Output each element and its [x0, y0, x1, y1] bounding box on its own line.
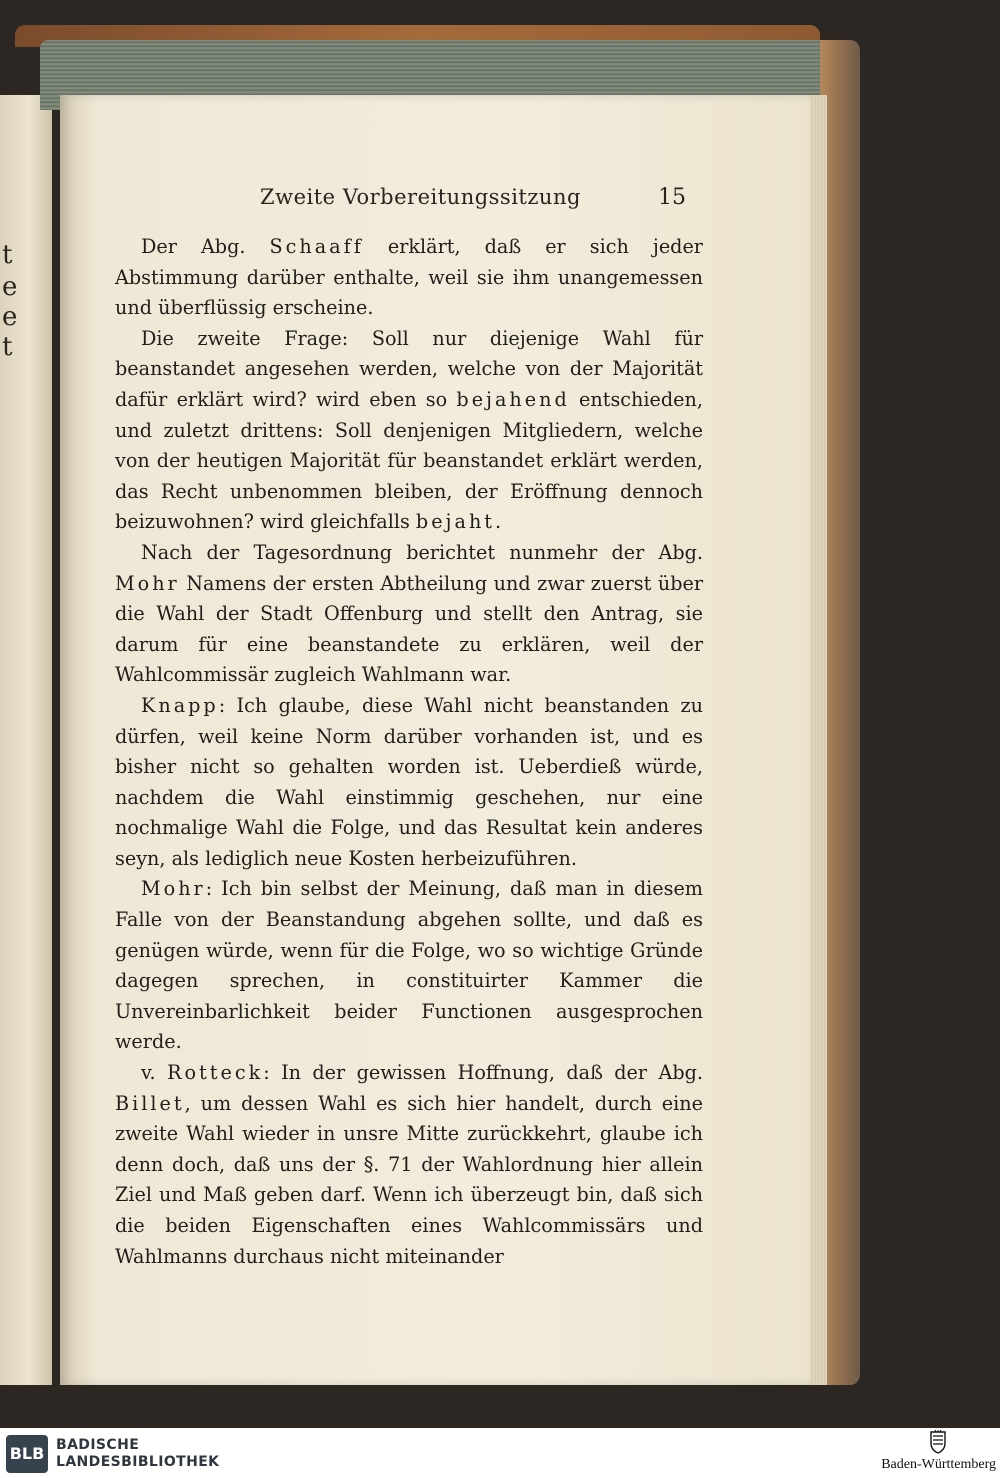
paragraph — [115, 691, 703, 875]
state-name: Baden-Württemberg — [881, 1457, 996, 1472]
paragraph-text: Die zweite Frage: Soll nur diejenige Wahl für beanstandet angesehen werden, welche von der Majorität dafür erklärt wird? wird eben so — [115, 326, 703, 411]
library-name-line1: BADISCHE — [56, 1437, 140, 1453]
paragraph — [115, 324, 703, 538]
footer-bar — [0, 1428, 1000, 1478]
previous-page-fragment: e — [2, 302, 18, 332]
previous-page-fragment: e — [2, 272, 18, 302]
paragraph-text: Nach der Tagesordnung berichtet nunmehr der Abg. — [141, 540, 703, 564]
previous-page-fragment: t — [2, 332, 13, 362]
paragraph-text: Namens der ersten Abtheilung und zwar zuerst über die Wahl der Stadt Offenburg und stellt den Antrag, sie darum für eine beanstandete zu erklären, weil der Wahlcommissär zugleich Wahlmann war. — [115, 571, 703, 687]
paragraph-text: , um dessen Wahl es sich hier handelt, durch eine zweite Wahl wieder in unsre Mitte zurückkehrt, glaube ich denn doch, daß uns der §. 71 der Wahlordnung hier allein Ziel und Maß geben darf. Wenn ich überzeugt bin, daß sich die beiden Eigenschaften eines Wahlcommissärs und Wahlmanns durchaus nicht miteinander — [115, 1091, 703, 1268]
spaced-emphasis-text: Billet — [115, 1091, 185, 1115]
previous-page-edge — [0, 95, 52, 1385]
spaced-emphasis-text: Mohr — [141, 877, 206, 901]
page-text — [115, 232, 703, 1272]
spaced-emphasis-text: bejaht — [415, 510, 496, 534]
paragraph-text: Der Abg. — [141, 235, 270, 258]
blb-logo[interactable]: BLB — [6, 1435, 48, 1473]
paragraph — [115, 232, 703, 324]
paragraph — [115, 1058, 703, 1272]
page-number: 15 — [658, 185, 686, 210]
spaced-emphasis-text: Schaaff — [269, 235, 364, 258]
previous-page-fragment: t — [2, 240, 13, 270]
spaced-emphasis-text: Mohr — [115, 571, 180, 595]
spaced-emphasis-text: Rotteck — [167, 1061, 264, 1085]
paragraph-text: . — [495, 510, 502, 534]
paragraph — [115, 538, 703, 691]
book-page — [60, 95, 810, 1385]
coat-of-arms-icon — [929, 1430, 947, 1454]
paragraph-text: : In der gewissen Hoffnung, daß der Abg. — [263, 1061, 703, 1085]
library-name-line2: LANDESBIBLIOTHEK — [56, 1454, 220, 1470]
paragraph-text: : Ich bin selbst der Meinung, daß man in diesem Falle von der Beanstandung abgehen sollte, und daß es genügen würde, wenn für die Folge, wo so wichtige Gründe dagegen sprechen, in constituirter Kammer die Unvereinbarlichkeit beider Functionen ausgesprochen werde. — [115, 877, 703, 1054]
paragraph-text: erklärt, daß er sich jeder Abstimmung darüber enthalte, weil sie ihm unangemessen und überflüssig erscheine. — [115, 235, 703, 320]
running-head: Zweite Vorbereitungssitzung — [260, 185, 581, 209]
library-name[interactable] — [56, 1437, 219, 1471]
paragraph-text: v. — [141, 1061, 168, 1085]
paragraph — [115, 874, 703, 1058]
paragraph-text: : Ich glaube, diese Wahl nicht beanstanden zu dürfen, weil keine Norm darüber vorhanden ist, und es bisher nicht so gehalten worden ist. Ueberdieß würde, nachdem die Wahl einstimmig geschehen, nur eine nochmalige Wahl die Folge, und das Resultat kein anderes seyn, als lediglich neue Kosten herbeizuführen. — [115, 693, 703, 870]
spaced-emphasis-text: bejahend — [456, 387, 570, 411]
paragraph-text: entschieden, und zuletzt drittens: Soll denjenigen Mitgliedern, welche von der heutigen Majorität für beanstandet erklärt werden, das Recht unbenommen bleiben, der Eröffnung dennoch beizuwohnen? wird gleichfalls — [115, 387, 703, 534]
spaced-emphasis-text: Knapp — [141, 693, 219, 717]
